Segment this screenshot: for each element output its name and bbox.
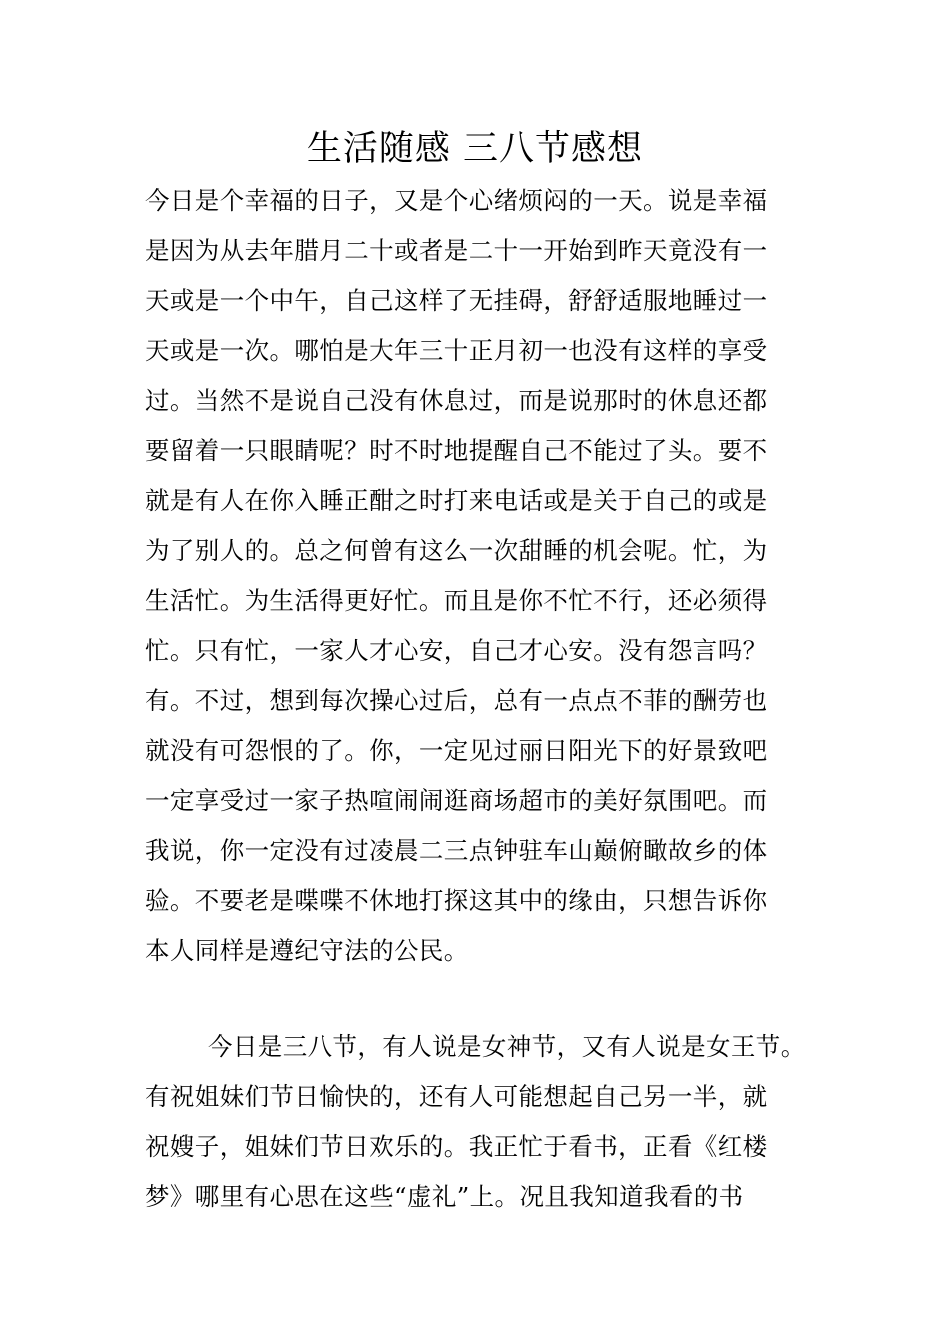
paragraph-line: 过。当然不是说自己没有休息过，而是说那时的休息还都 (145, 386, 768, 415)
paragraph-line: 有。不过，想到每次操心过后，总有一点点不菲的酬劳也 (145, 686, 768, 715)
paragraph-line: 今日是三八节，有人说是女神节，又有人说是女王节。 (208, 1032, 806, 1061)
paragraph-line: 就是有人在你入睡正酣之时打来电话或是关于自己的或是 (145, 486, 768, 515)
paragraph-1 (145, 176, 845, 976)
paragraph-line: 天或是一次。哪怕是大年三十正月初一也没有这样的享受 (145, 336, 768, 365)
paragraph-line: 忙。只有忙，一家人才心安，自己才心安。没有怨言吗？ (145, 636, 768, 665)
paragraph-line: 有祝姐妹们节日愉快的，还有人可能想起自己另一半，就 (145, 1082, 768, 1111)
paragraph-line: 一定享受过一家子热喧闹闹逛商场超市的美好氛围吧。而 (145, 786, 768, 815)
paragraph-line: 我说，你一定没有过凌晨二三点钟驻车山巅俯瞰故乡的体 (145, 836, 768, 865)
paragraph-line: 验。不要老是喋喋不休地打探这其中的缘由，只想告诉你 (145, 886, 768, 915)
paragraph-line: 天或是一个中午，自己这样了无挂碍，舒舒适服地睡过一 (145, 286, 768, 315)
document-title: 生活随感 三八节感想 (306, 129, 644, 169)
paragraph-line: 今日是个幸福的日子，又是个心绪烦闷的一天。说是幸福 (145, 186, 768, 215)
paragraph-line: 梦》哪里有心思在这些“虚礼”上。况且我知道我看的书 (145, 1182, 744, 1211)
paragraph-line: 要留着一只眼睛呢？时不时地提醒自己不能过了头。要不 (145, 436, 768, 465)
paragraph-line: 祝嫂子，姐妹们节日欢乐的。我正忙于看书，正看《红楼 (145, 1132, 768, 1161)
paragraph-line: 本人同样是遵纪守法的公民。 (145, 936, 469, 965)
paragraph-line: 是因为从去年腊月二十或者是二十一开始到昨天竟没有一 (145, 236, 768, 265)
paragraph-line: 为了别人的。总之何曾有这么一次甜睡的机会呢。忙，为 (145, 536, 768, 565)
paragraph-line: 生活忙。为生活得更好忙。而且是你不忙不行，还必须得 (145, 586, 768, 615)
paragraph-2 (145, 1022, 845, 1222)
paragraph-line: 就没有可怨恨的了。你，一定见过丽日阳光下的好景致吧 (145, 736, 768, 765)
